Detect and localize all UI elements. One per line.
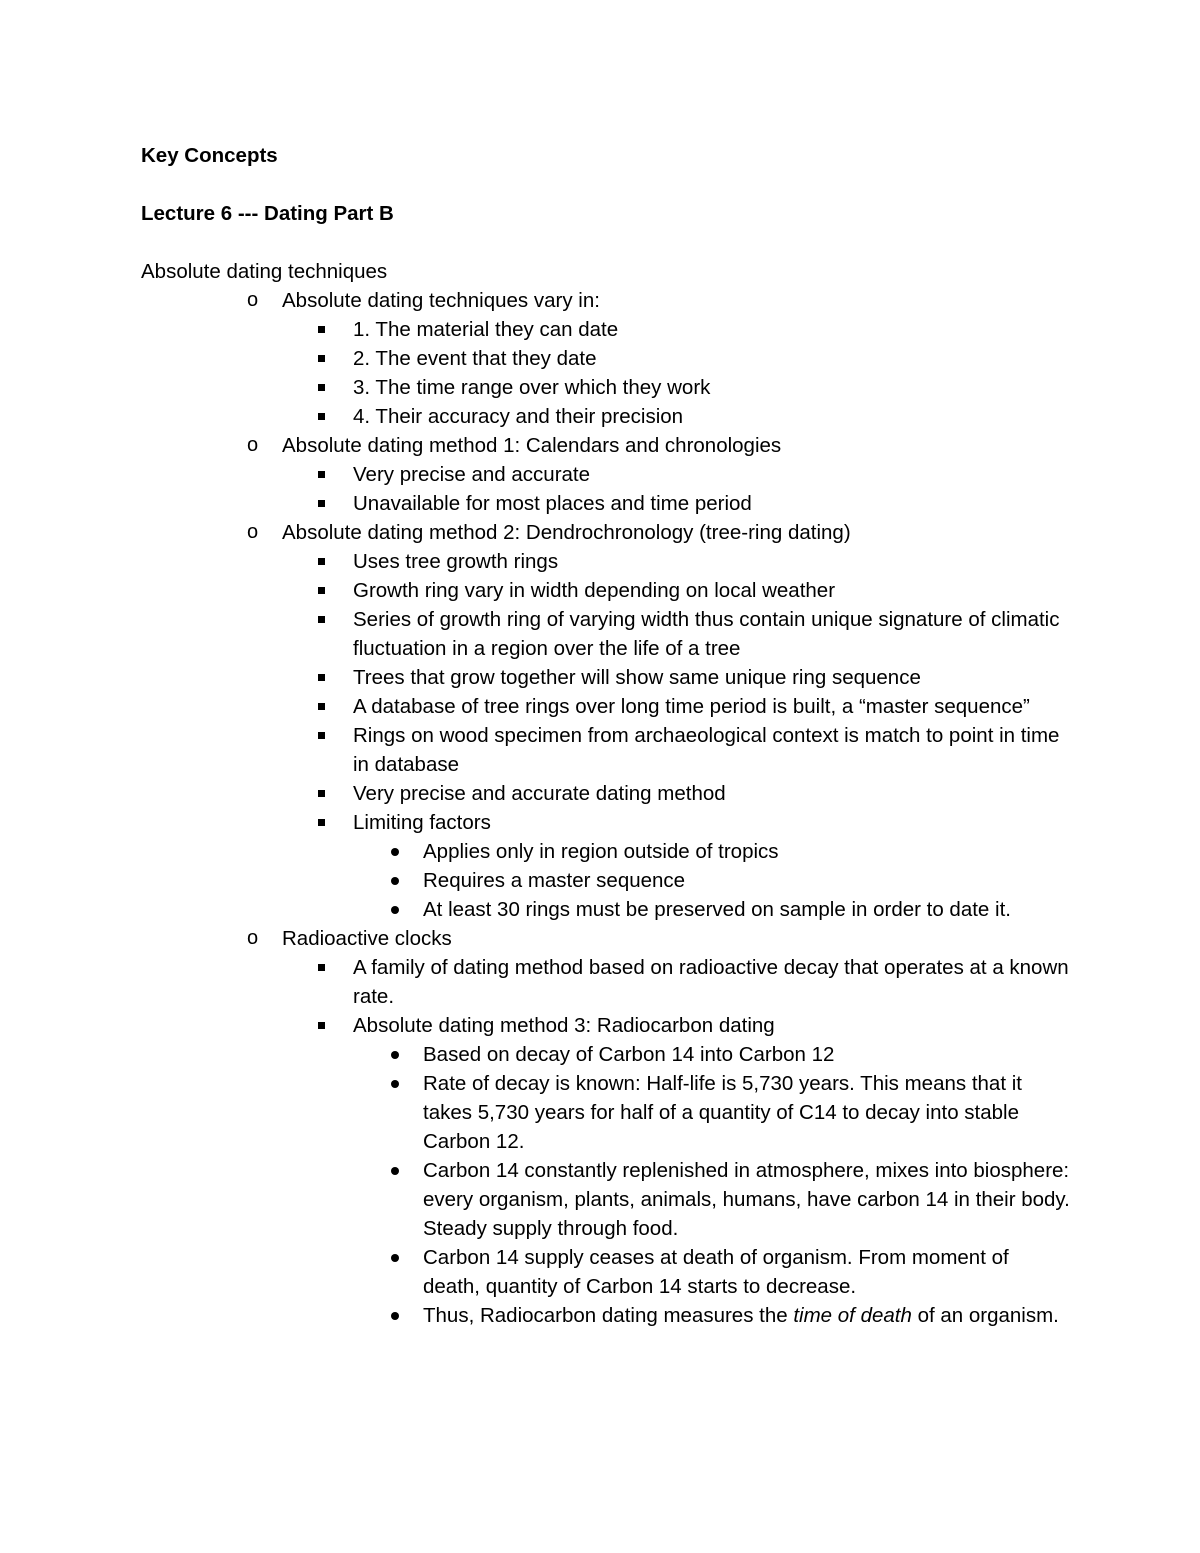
lecture-heading: Lecture 6 --- Dating Part B bbox=[141, 202, 394, 225]
list-item: Uses tree growth rings bbox=[282, 547, 1071, 576]
square-bullet-icon bbox=[318, 471, 325, 478]
list-item: Very precise and accurate dating method bbox=[282, 779, 1071, 808]
list-item: A family of dating method based on radioactive decay that operates at a known rate. bbox=[282, 953, 1071, 1011]
dot-bullet-icon bbox=[391, 1167, 399, 1175]
list-item-text: Thus, Radiocarbon dating measures the time of death of an organism. bbox=[423, 1304, 1059, 1327]
sub-list bbox=[282, 547, 1071, 924]
list-item: Carbon 14 supply ceases at death of organism. From moment of death, quantity of Carbon 14 starts to decrease. bbox=[353, 1243, 1071, 1301]
square-bullet-icon bbox=[318, 326, 325, 333]
list-item bbox=[353, 1301, 1071, 1330]
list-item: Limiting factors Applies only in region outside of tropics Requires a master sequence At least 30 rings must be preserved on sample in order to date it. bbox=[282, 808, 1071, 924]
list-item: 1. The material they can date bbox=[282, 315, 1071, 344]
square-bullet-icon bbox=[318, 355, 325, 362]
list-item: o Radioactive clocks A family of dating method based on radioactive decay that operates at a known rate. Absolute dating method 3: Radiocarbon dating Based on decay of Carbon 14 into Carbon 12 Rate of decay is known: Half-life is 5,730 years. This means that it takes 5,730 years for half of a quantity of C14 to decay into stable Carbon 12. Carbon 14 constantly replenished in atmosphere, mixes into biosphere: every organism, plants, animals, humans, have carbon 14 in their body. Steady supply through food. Carbon 14 supply ceases at death of organism. From moment of death, quantity of Carbon 14 starts to decrease. Thus, Radiocarbon dating measures the time of death of an organism. bbox=[141, 924, 1071, 1330]
dot-bullet-icon bbox=[391, 848, 399, 856]
list-item: o Absolute dating method 1: Calendars and chronologies Very precise and accurate Unavailable for most places and time period bbox=[141, 431, 1071, 518]
circle-bullet-icon: o bbox=[247, 521, 259, 543]
list-item: 4. Their accuracy and their precision bbox=[282, 402, 1071, 431]
list-item: Growth ring vary in width depending on local weather bbox=[282, 576, 1071, 605]
list-item: Trees that grow together will show same unique ring sequence bbox=[282, 663, 1071, 692]
circle-bullet-icon: o bbox=[247, 927, 259, 949]
square-bullet-icon bbox=[318, 616, 325, 623]
list-item: o Absolute dating method 2: Dendrochronology (tree-ring dating) Uses tree growth rings Growth ring vary in width depending on local weather Series of growth ring of varying width thus contain unique signature of climatic fluctuation in a region over the life of a tree Trees that grow together will show same unique ring sequence A database of tree rings over long time period is built, a “master sequence” Rings on wood specimen from archaeological context is match to point in time in database Very precise and accurate dating method Limiting factors Applies only in region outside of tropics Requires a master sequence At least 30 rings must be preserved on sample in order to date it. bbox=[141, 518, 1071, 924]
list-item: Absolute dating method 3: Radiocarbon dating Based on decay of Carbon 14 into Carbon 12 Rate of decay is known: Half-life is 5,730 years. This means that it takes 5,730 years for half of a quantity of C14 to decay into stable Carbon 12. Carbon 14 constantly replenished in atmosphere, mixes into biosphere: every organism, plants, animals, humans, have carbon 14 in their body. Steady supply through food. Carbon 14 supply ceases at death of organism. From moment of death, quantity of Carbon 14 starts to decrease. Thus, Radiocarbon dating measures the time of death of an organism. bbox=[282, 1011, 1071, 1330]
sub-list bbox=[282, 315, 1071, 431]
dot-bullet-icon bbox=[391, 1080, 399, 1088]
list-item: Requires a master sequence bbox=[353, 866, 1071, 895]
section-title: Absolute dating techniques bbox=[141, 260, 388, 283]
square-bullet-icon bbox=[318, 790, 325, 797]
square-bullet-icon bbox=[318, 964, 325, 971]
list-item: Series of growth ring of varying width thus contain unique signature of climatic fluctuation in a region over the life of a tree bbox=[282, 605, 1071, 663]
list-item: Based on decay of Carbon 14 into Carbon 12 bbox=[353, 1040, 1071, 1069]
list-item: Unavailable for most places and time period bbox=[282, 489, 1071, 518]
circle-bullet-icon: o bbox=[247, 289, 259, 311]
dot-bullet-icon bbox=[391, 906, 399, 914]
document-body bbox=[141, 141, 1071, 1330]
list-item: Rings on wood specimen from archaeological context is match to point in time in database bbox=[282, 721, 1071, 779]
document-title: Key Concepts bbox=[141, 144, 278, 167]
square-bullet-icon bbox=[318, 413, 325, 420]
list-item: Carbon 14 constantly replenished in atmosphere, mixes into biosphere: every organism, plants, animals, humans, have carbon 14 in their body. Steady supply through food. bbox=[353, 1156, 1071, 1243]
square-bullet-icon bbox=[318, 732, 325, 739]
outline-list bbox=[141, 286, 1071, 1330]
square-bullet-icon bbox=[318, 500, 325, 507]
square-bullet-icon bbox=[318, 384, 325, 391]
sub-list bbox=[353, 837, 1071, 924]
list-item: 2. The event that they date bbox=[282, 344, 1071, 373]
list-item: 3. The time range over which they work bbox=[282, 373, 1071, 402]
square-bullet-icon bbox=[318, 587, 325, 594]
square-bullet-icon bbox=[318, 819, 325, 826]
dot-bullet-icon bbox=[391, 877, 399, 885]
circle-bullet-icon: o bbox=[247, 434, 259, 456]
square-bullet-icon bbox=[318, 1022, 325, 1029]
square-bullet-icon bbox=[318, 674, 325, 681]
sub-list bbox=[282, 953, 1071, 1330]
list-item: Very precise and accurate bbox=[282, 460, 1071, 489]
square-bullet-icon bbox=[318, 703, 325, 710]
emphasis-text: time of death bbox=[793, 1304, 912, 1327]
list-item: A database of tree rings over long time period is built, a “master sequence” bbox=[282, 692, 1071, 721]
square-bullet-icon bbox=[318, 558, 325, 565]
sub-list bbox=[282, 460, 1071, 518]
list-item: At least 30 rings must be preserved on sample in order to date it. bbox=[353, 895, 1071, 924]
dot-bullet-icon bbox=[391, 1051, 399, 1059]
dot-bullet-icon bbox=[391, 1254, 399, 1262]
list-item: o Absolute dating techniques vary in: 1. The material they can date 2. The event that they date 3. The time range over which they work 4. Their accuracy and their precision bbox=[141, 286, 1071, 431]
dot-bullet-icon bbox=[391, 1312, 399, 1320]
sub-list bbox=[353, 1040, 1071, 1330]
list-item: Applies only in region outside of tropics bbox=[353, 837, 1071, 866]
list-item: Rate of decay is known: Half-life is 5,730 years. This means that it takes 5,730 years for half of a quantity of C14 to decay into stable Carbon 12. bbox=[353, 1069, 1071, 1156]
